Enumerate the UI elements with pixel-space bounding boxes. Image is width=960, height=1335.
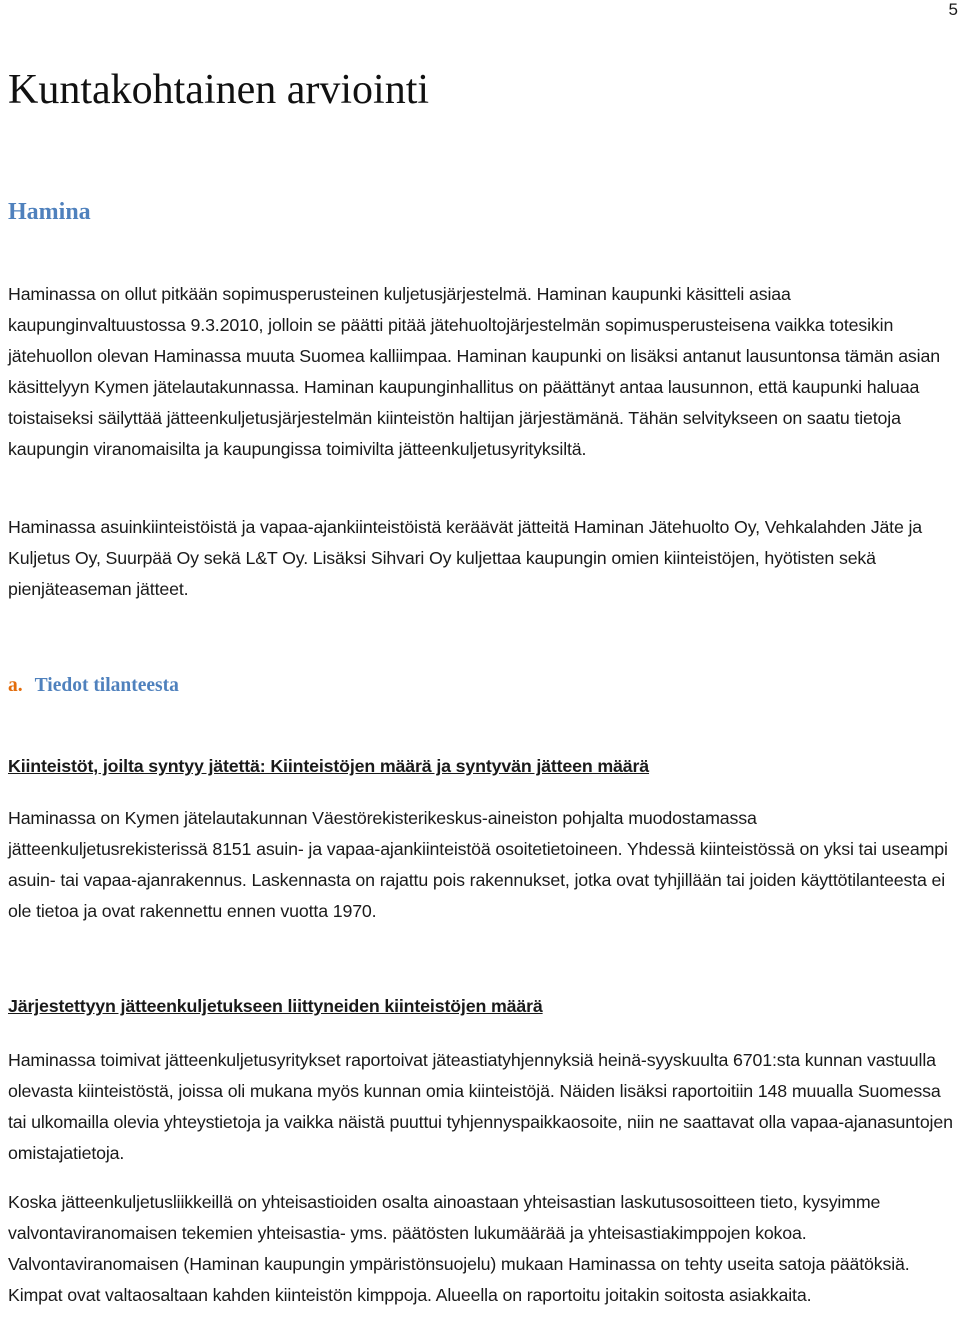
intro-paragraph-1: Haminassa on ollut pitkään sopimusperusteinen kuljetusjärjestelmä. Haminan kaupunki käsitteli asiaa kaupunginvaltuustossa 9.3.2010, jolloin se päätti pitää jätehuoltojärjestelmän sopimusperusteisena vaikka totesikin jätehuollon olevan Haminassa muuta Suomea kalliimpaa. Haminan kaupunki on lisäksi antanut lausuntonsa tämän asian käsittelyyn Kymen jätelautakunnassa. Haminan kaupunginhallitus on päättänyt antaa lausunnon, että kaupunki haluaa toistaiseksi säilyttää jätteenkuljetusjärjestelmän kiinteistön haltijan järjestämänä. Tähän selvitykseen on saatu tietoja kaupungin viranomaisilta ja kaupungissa toimivilta jätteenkuljetusyrityksiltä. <box>8 284 940 459</box>
section-title: Tiedot tilanteesta <box>34 675 179 696</box>
subsection-heading-collection: Järjestettyyn jätteenkuljetukseen liittyneiden kiinteistöjen määrä <box>8 996 543 1016</box>
subsection-heading-properties: Kiinteistöt, joilta syntyy jätettä: Kiinteistöjen määrä ja syntyvän jätteen määrä <box>8 756 650 776</box>
section-heading-a <box>8 675 179 697</box>
page-title: Kuntakohtainen arviointi <box>8 67 430 113</box>
subsection-1-paragraph: Haminassa on Kymen jätelautakunnan Väestörekisterikeskus-aineiston pohjalta muodostamassa jätteenkuljetusrekisterissä 8151 asuin- ja vapaa-ajankiinteistöä osoitetietoineen. Yhdessä kiinteistössä on yksi tai useampi asuin- tai vapaa-ajanrakennus. Laskennasta on rajattu pois rakennukset, jotka ovat tyhjillään tai joiden käyttötilanteesta ei ole tietoa ja ovat rakennettu ennen vuotta 1970. <box>8 808 948 921</box>
subsection-2-paragraph-2: Koska jätteenkuljetusliikkeillä on yhteisastioiden osalta ainoastaan yhteisastian laskutusosoitteen tieto, kysyimme valvontaviranomaisen tekemien yhteisastia- yms. päätösten lukumäärää ja yhteisastiakimppojen kokoa. Valvontaviranomaisen (Haminan kaupungin ympäristönsuojelu) mukaan Haminassa on tehty useita satoja päätöksiä. Kimpat ovat valtaosaltaan kahden kiinteistön kimppoja. Alueella on raportoitu joitakin soitosta asiakkaita. <box>8 1192 910 1305</box>
subsection-2-paragraph-1: Haminassa toimivat jätteenkuljetusyritykset raportoivat jäteastiatyhjennyksiä heinä-syyskuulta 6701:sta kunnan vastuulla olevasta kiinteistöstä, joissa oli mukana myös kunnan omia kiinteistöjä. Näiden lisäksi raportoitiin 148 muualla Suomessa tai ulkomailla olevia yhteystietoja ja vaikka näistä puuttui tyhjennyspaikkaosoite, niin ne saattavat olla vapaa-ajanasuntojen omistajatietoja. <box>8 1050 953 1163</box>
section-marker: a. <box>8 675 23 696</box>
city-heading: Hamina <box>8 199 91 225</box>
page-number: 5 <box>948 0 958 19</box>
intro-paragraph-2: Haminassa asuinkiinteistöistä ja vapaa-ajankiinteistöistä keräävät jätteitä Haminan Jätehuolto Oy, Vehkalahden Jäte ja Kuljetus Oy, Suurpää Oy sekä L&T Oy. Lisäksi Sihvari Oy kuljettaa kaupungin omien kiinteistöjen, hyötisten sekä pienjäteaseman jätteet. <box>8 517 923 599</box>
